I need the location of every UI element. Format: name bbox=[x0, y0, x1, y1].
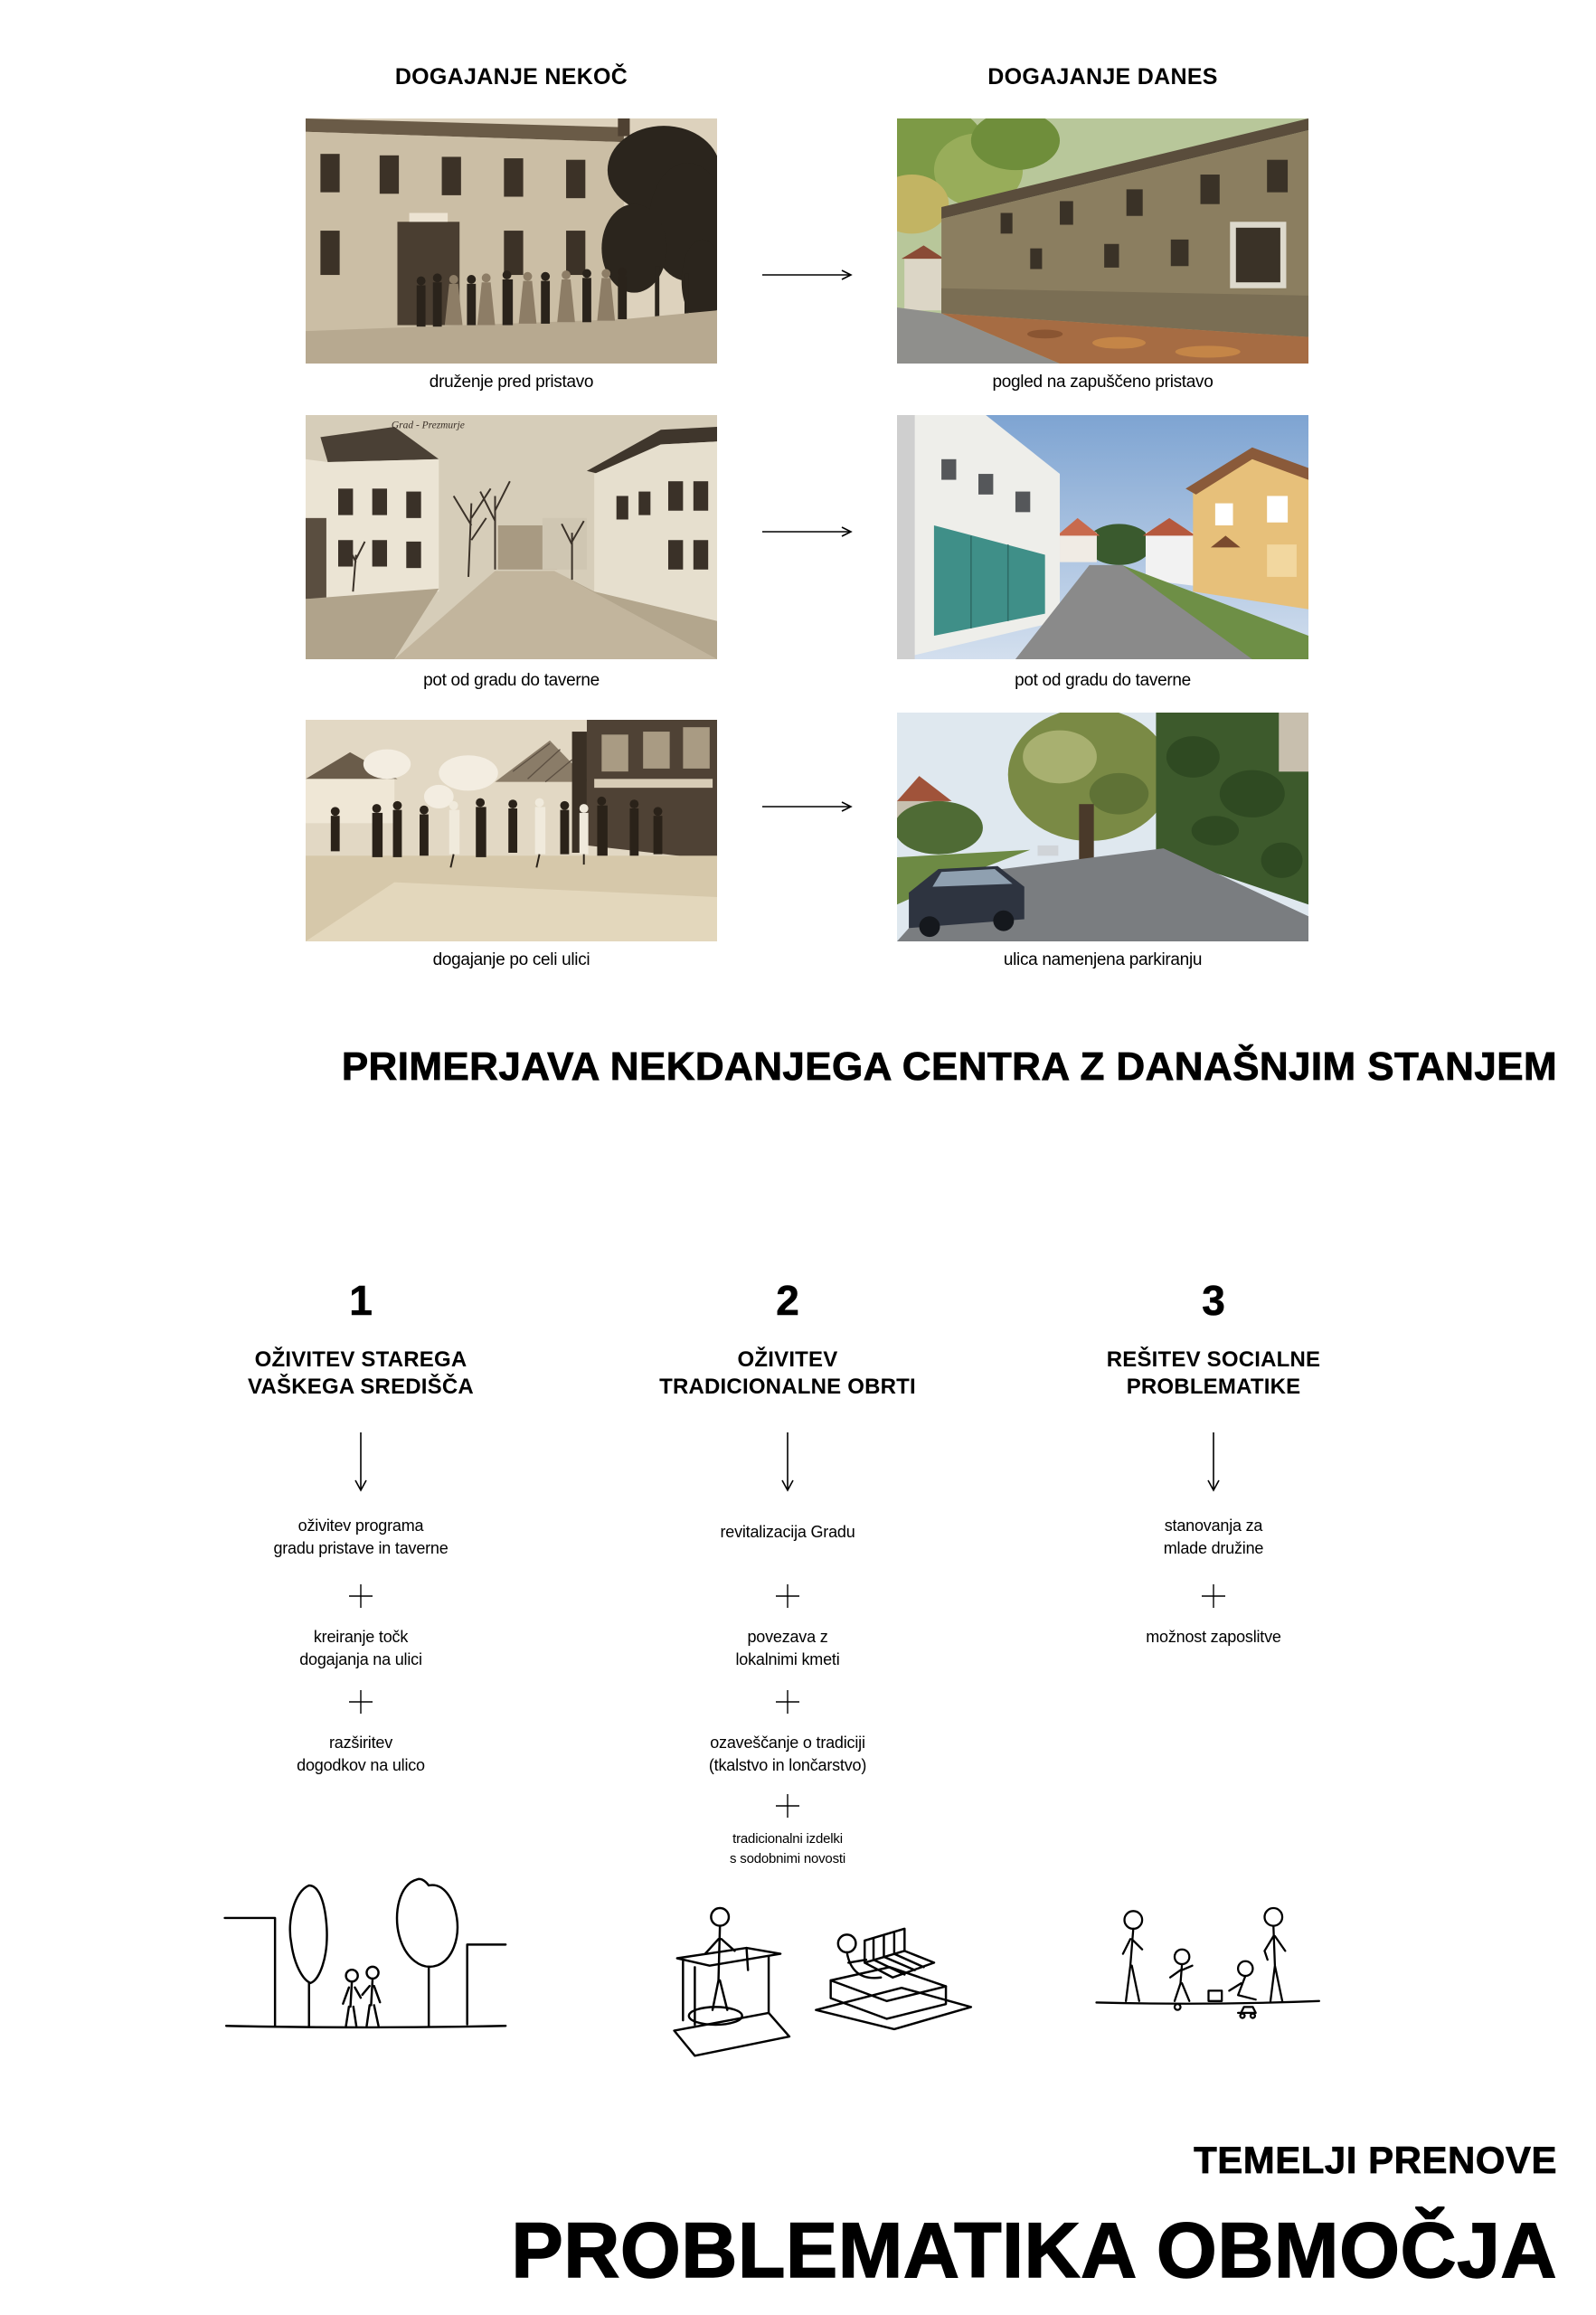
down-arrow-icon bbox=[350, 1432, 372, 1492]
caption-now-3: ulica namenjena parkiranju bbox=[1003, 950, 1203, 969]
now-heading: DOGAJANJE DANES bbox=[987, 64, 1218, 90]
goal-heading bbox=[1024, 1346, 1403, 1401]
goal-item-line: dogajanja na ulici bbox=[299, 1650, 422, 1668]
goal-column-3 bbox=[1024, 1266, 1403, 1863]
goal-item bbox=[171, 1732, 551, 1777]
caption-now-1: pogled na zapuščeno pristavo bbox=[992, 373, 1214, 392]
goal-heading-line: TRADICIONALNE OBRTI bbox=[659, 1375, 916, 1399]
section-title: PROBLEMATIKA OBMOČJA bbox=[511, 2207, 1557, 2294]
caption-then-2: pot od gradu do taverne bbox=[423, 671, 600, 690]
caption-then-1: druženje pred pristavo bbox=[429, 373, 594, 392]
caption-then-3: dogajanje po celi ulici bbox=[432, 950, 590, 969]
photo-then-street-event bbox=[306, 720, 717, 941]
goal-item-line: (tkalstvo in lončarstvo) bbox=[708, 1756, 867, 1774]
goal-item bbox=[598, 1829, 977, 1869]
down-arrow-icon bbox=[777, 1432, 798, 1492]
goal-column-2 bbox=[598, 1266, 977, 1866]
goal-heading bbox=[171, 1346, 551, 1401]
goal-item-line: oživitev programa bbox=[297, 1517, 424, 1535]
goal-item-line: razširitev bbox=[328, 1734, 392, 1752]
goal-item-line: ozaveščanje o tradiciji bbox=[710, 1734, 865, 1752]
goal-item-line: mlade družine bbox=[1163, 1539, 1264, 1557]
goal-item bbox=[1024, 1515, 1403, 1560]
section-subtitle: TEMELJI PRENOVE bbox=[1194, 2139, 1557, 2181]
right-arrow-icon bbox=[762, 268, 853, 282]
goal-heading-line: REŠITEV SOCIALNE bbox=[1106, 1347, 1321, 1372]
right-arrow-icon bbox=[762, 524, 853, 539]
goal-heading bbox=[598, 1346, 977, 1401]
sketch-village-centre bbox=[219, 1869, 515, 2039]
photo-now-abandoned-farmhouse bbox=[897, 118, 1308, 364]
goal-item-line: revitalizacija Gradu bbox=[720, 1523, 855, 1541]
goal-item bbox=[598, 1732, 977, 1777]
goal-item bbox=[1024, 1626, 1403, 1649]
plus-icon bbox=[349, 1690, 373, 1714]
goal-heading-line: OŽIVITEV bbox=[737, 1347, 838, 1372]
photo-then-street bbox=[306, 415, 717, 659]
goal-number: 2 bbox=[776, 1277, 799, 1324]
photo-then-gathering bbox=[306, 118, 717, 364]
photo-now-parking-street bbox=[897, 713, 1308, 941]
down-arrow-icon bbox=[1203, 1432, 1224, 1492]
goal-item bbox=[171, 1626, 551, 1671]
right-arrow-icon bbox=[762, 799, 853, 814]
goal-item-line: gradu pristave in taverne bbox=[273, 1539, 449, 1557]
photo-now-street bbox=[897, 415, 1308, 659]
goal-item-line: tradicionalni izdelki bbox=[732, 1831, 843, 1847]
goal-column-1 bbox=[171, 1266, 551, 1863]
sketch-young-families bbox=[1091, 1899, 1327, 2017]
goal-item-line: možnost zaposlitve bbox=[1146, 1628, 1281, 1646]
plus-icon bbox=[776, 1584, 799, 1608]
goal-item-line: stanovanja za bbox=[1164, 1517, 1263, 1535]
then-heading: DOGAJANJE NEKOČ bbox=[394, 64, 628, 90]
goal-item bbox=[598, 1521, 977, 1544]
goal-item-line: dogodkov na ulico bbox=[297, 1756, 425, 1774]
goal-item-line: s sodobnimi novosti bbox=[730, 1851, 845, 1866]
plus-icon bbox=[776, 1690, 799, 1714]
goal-item bbox=[171, 1515, 551, 1560]
goal-item-line: kreiranje točk bbox=[313, 1628, 409, 1646]
goal-number: 3 bbox=[1202, 1277, 1225, 1324]
goal-heading-line: PROBLEMATIKE bbox=[1126, 1375, 1301, 1399]
goal-item bbox=[598, 1626, 977, 1671]
comparison-title: PRIMERJAVA NEKDANJEGA CENTRA Z DANAŠNJIM STANJEM bbox=[341, 1044, 1557, 1089]
plus-icon bbox=[349, 1584, 373, 1608]
postcard-label: Grad - Prezmurje bbox=[391, 420, 465, 431]
plus-icon bbox=[1202, 1584, 1225, 1608]
sketch-traditional-crafts bbox=[668, 1899, 978, 2062]
goal-heading-line: VAŠKEGA SREDIŠČA bbox=[248, 1375, 474, 1399]
goal-number: 1 bbox=[349, 1277, 373, 1324]
caption-now-2: pot od gradu do taverne bbox=[1015, 671, 1191, 690]
plus-icon bbox=[776, 1794, 799, 1818]
goal-item-line: lokalnimi kmeti bbox=[735, 1650, 840, 1668]
goal-item-line: povezava z bbox=[747, 1628, 828, 1646]
goal-heading-line: OŽIVITEV STAREGA bbox=[254, 1347, 467, 1372]
